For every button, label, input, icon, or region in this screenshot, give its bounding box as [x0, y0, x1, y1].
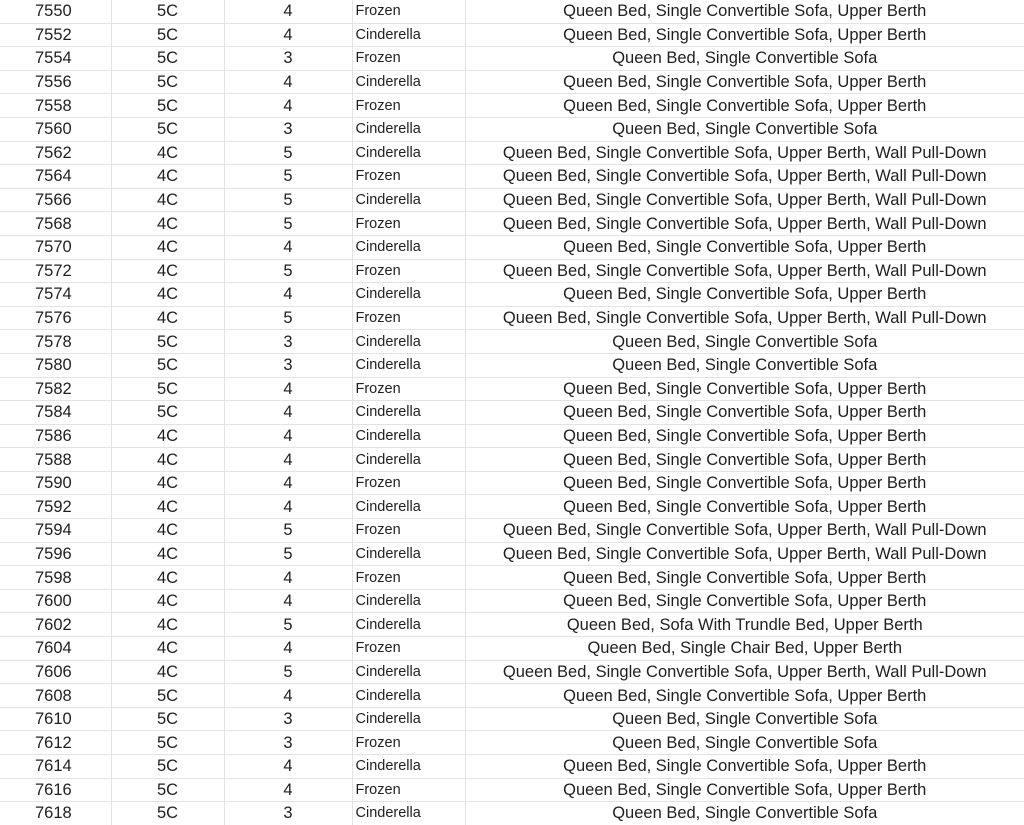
occupancy-cell[interactable]: 4: [224, 755, 352, 779]
category-cell[interactable]: 4C: [111, 660, 224, 684]
bed-config-cell[interactable]: Queen Bed, Single Chair Bed, Upper Berth: [465, 637, 1024, 661]
occupancy-cell[interactable]: 5: [224, 259, 352, 283]
occupancy-cell[interactable]: 3: [224, 802, 352, 825]
room-number-cell[interactable]: 7568: [0, 212, 111, 236]
bed-config-cell[interactable]: Queen Bed, Single Convertible Sofa, Upper Berth: [465, 589, 1024, 613]
room-number-cell[interactable]: 7610: [0, 707, 111, 731]
category-cell[interactable]: 4C: [111, 165, 224, 189]
bed-config-cell[interactable]: Queen Bed, Single Convertible Sofa, Upper Berth: [465, 0, 1024, 23]
room-number-cell[interactable]: 7598: [0, 566, 111, 590]
category-cell[interactable]: 5C: [111, 70, 224, 94]
table-row: [0, 141, 1024, 165]
table-row: [0, 448, 1024, 472]
bed-config-cell[interactable]: Queen Bed, Single Convertible Sofa, Upper Berth: [465, 94, 1024, 118]
table-row: [0, 495, 1024, 519]
category-cell[interactable]: 5C: [111, 0, 224, 23]
theme-cell[interactable]: Frozen: [352, 306, 465, 330]
occupancy-cell[interactable]: 4: [224, 448, 352, 472]
theme-cell[interactable]: Cinderella: [352, 188, 465, 212]
theme-cell[interactable]: Cinderella: [352, 802, 465, 825]
occupancy-cell[interactable]: 4: [224, 684, 352, 708]
table-row: [0, 802, 1024, 825]
bed-config-cell[interactable]: Queen Bed, Single Convertible Sofa: [465, 731, 1024, 755]
bed-config-cell[interactable]: Queen Bed, Single Convertible Sofa, Upper Berth, Wall Pull-Down: [465, 188, 1024, 212]
occupancy-cell[interactable]: 3: [224, 731, 352, 755]
room-number-cell[interactable]: 7584: [0, 401, 111, 425]
category-cell[interactable]: 4C: [111, 212, 224, 236]
occupancy-cell[interactable]: 4: [224, 283, 352, 307]
theme-cell[interactable]: Cinderella: [352, 117, 465, 141]
occupancy-cell[interactable]: 4: [224, 589, 352, 613]
category-cell[interactable]: 4C: [111, 471, 224, 495]
theme-cell[interactable]: Frozen: [352, 165, 465, 189]
category-cell[interactable]: 5C: [111, 117, 224, 141]
bed-config-cell[interactable]: Queen Bed, Single Convertible Sofa: [465, 802, 1024, 825]
occupancy-cell[interactable]: 4: [224, 495, 352, 519]
bed-config-cell[interactable]: Queen Bed, Single Convertible Sofa, Upper Berth: [465, 755, 1024, 779]
bed-config-cell[interactable]: Queen Bed, Single Convertible Sofa: [465, 117, 1024, 141]
category-cell[interactable]: 5C: [111, 707, 224, 731]
room-number-cell[interactable]: 7604: [0, 637, 111, 661]
table-row: [0, 188, 1024, 212]
theme-cell[interactable]: Frozen: [352, 519, 465, 543]
occupancy-cell[interactable]: 4: [224, 0, 352, 23]
occupancy-cell[interactable]: 5: [224, 306, 352, 330]
theme-cell[interactable]: Cinderella: [352, 707, 465, 731]
theme-cell[interactable]: Cinderella: [352, 235, 465, 259]
occupancy-cell[interactable]: 4: [224, 23, 352, 47]
bed-config-cell[interactable]: Queen Bed, Single Convertible Sofa: [465, 707, 1024, 731]
theme-cell[interactable]: Cinderella: [352, 660, 465, 684]
category-cell[interactable]: 4C: [111, 141, 224, 165]
table-row: [0, 519, 1024, 543]
category-cell[interactable]: 4C: [111, 448, 224, 472]
bed-config-cell[interactable]: Queen Bed, Single Convertible Sofa, Upper Berth, Wall Pull-Down: [465, 165, 1024, 189]
occupancy-cell[interactable]: 5: [224, 519, 352, 543]
category-cell[interactable]: 5C: [111, 94, 224, 118]
table-row: [0, 566, 1024, 590]
bed-config-cell[interactable]: Queen Bed, Single Convertible Sofa, Upper Berth: [465, 23, 1024, 47]
room-number-cell[interactable]: 7614: [0, 755, 111, 779]
table-row: [0, 707, 1024, 731]
bed-config-cell[interactable]: Queen Bed, Single Convertible Sofa, Upper Berth, Wall Pull-Down: [465, 542, 1024, 566]
bed-config-cell[interactable]: Queen Bed, Single Convertible Sofa, Upper Berth: [465, 566, 1024, 590]
room-number-cell[interactable]: 7580: [0, 353, 111, 377]
category-cell[interactable]: 5C: [111, 401, 224, 425]
theme-cell[interactable]: Frozen: [352, 778, 465, 802]
table-row: [0, 70, 1024, 94]
room-number-cell[interactable]: 7594: [0, 519, 111, 543]
table-row: [0, 731, 1024, 755]
bed-config-cell[interactable]: Queen Bed, Single Convertible Sofa, Upper Berth: [465, 471, 1024, 495]
occupancy-cell[interactable]: 4: [224, 566, 352, 590]
bed-config-cell[interactable]: Queen Bed, Single Convertible Sofa, Upper Berth, Wall Pull-Down: [465, 519, 1024, 543]
room-number-cell[interactable]: 7590: [0, 471, 111, 495]
occupancy-cell[interactable]: 4: [224, 424, 352, 448]
table-row: [0, 660, 1024, 684]
table-row: [0, 353, 1024, 377]
occupancy-cell[interactable]: 4: [224, 471, 352, 495]
category-cell[interactable]: 4C: [111, 283, 224, 307]
table-row: [0, 94, 1024, 118]
room-number-cell[interactable]: 7572: [0, 259, 111, 283]
table-row: [0, 235, 1024, 259]
category-cell[interactable]: 4C: [111, 613, 224, 637]
room-number-cell[interactable]: 7560: [0, 117, 111, 141]
table-row: [0, 471, 1024, 495]
theme-cell[interactable]: Cinderella: [352, 495, 465, 519]
theme-cell[interactable]: Frozen: [352, 566, 465, 590]
bed-config-cell[interactable]: Queen Bed, Single Convertible Sofa, Upper Berth: [465, 684, 1024, 708]
occupancy-cell[interactable]: 5: [224, 660, 352, 684]
theme-cell[interactable]: Cinderella: [352, 330, 465, 354]
room-number-cell[interactable]: 7616: [0, 778, 111, 802]
occupancy-cell[interactable]: 4: [224, 94, 352, 118]
bed-config-cell[interactable]: Queen Bed, Single Convertible Sofa: [465, 353, 1024, 377]
theme-cell[interactable]: Cinderella: [352, 613, 465, 637]
occupancy-cell[interactable]: 5: [224, 141, 352, 165]
room-number-cell[interactable]: 7550: [0, 0, 111, 23]
category-cell[interactable]: 5C: [111, 778, 224, 802]
table-row: [0, 778, 1024, 802]
theme-cell[interactable]: Frozen: [352, 377, 465, 401]
occupancy-cell[interactable]: 4: [224, 778, 352, 802]
occupancy-cell[interactable]: 3: [224, 117, 352, 141]
occupancy-cell[interactable]: 5: [224, 613, 352, 637]
room-number-cell[interactable]: 7556: [0, 70, 111, 94]
table-row: [0, 117, 1024, 141]
table-row: [0, 637, 1024, 661]
theme-cell[interactable]: Cinderella: [352, 401, 465, 425]
theme-cell[interactable]: Cinderella: [352, 141, 465, 165]
table-row: [0, 684, 1024, 708]
room-number-cell[interactable]: 7554: [0, 47, 111, 71]
table-row: [0, 377, 1024, 401]
bed-config-cell[interactable]: Queen Bed, Single Convertible Sofa, Upper Berth, Wall Pull-Down: [465, 306, 1024, 330]
room-number-cell[interactable]: 7600: [0, 589, 111, 613]
room-number-cell[interactable]: 7574: [0, 283, 111, 307]
table-row: [0, 23, 1024, 47]
category-cell[interactable]: 4C: [111, 637, 224, 661]
category-cell[interactable]: 4C: [111, 519, 224, 543]
room-number-cell[interactable]: 7558: [0, 94, 111, 118]
theme-cell[interactable]: Cinderella: [352, 684, 465, 708]
theme-cell[interactable]: Frozen: [352, 94, 465, 118]
occupancy-cell[interactable]: 5: [224, 542, 352, 566]
category-cell[interactable]: 5C: [111, 377, 224, 401]
occupancy-cell[interactable]: 5: [224, 165, 352, 189]
table-row: [0, 613, 1024, 637]
bed-config-cell[interactable]: Queen Bed, Single Convertible Sofa, Upper Berth, Wall Pull-Down: [465, 259, 1024, 283]
room-number-cell[interactable]: 7582: [0, 377, 111, 401]
room-number-cell[interactable]: 7608: [0, 684, 111, 708]
category-cell[interactable]: 5C: [111, 47, 224, 71]
room-number-cell[interactable]: 7570: [0, 235, 111, 259]
table-row: [0, 424, 1024, 448]
theme-cell[interactable]: Frozen: [352, 0, 465, 23]
room-number-cell[interactable]: 7602: [0, 613, 111, 637]
bed-config-cell[interactable]: Queen Bed, Single Convertible Sofa, Upper Berth: [465, 235, 1024, 259]
category-cell[interactable]: 5C: [111, 353, 224, 377]
category-cell[interactable]: 5C: [111, 23, 224, 47]
theme-cell[interactable]: Cinderella: [352, 448, 465, 472]
table-row: [0, 212, 1024, 236]
table-row: [0, 401, 1024, 425]
occupancy-cell[interactable]: 3: [224, 353, 352, 377]
table-row: [0, 330, 1024, 354]
table-row: [0, 755, 1024, 779]
theme-cell[interactable]: Cinderella: [352, 353, 465, 377]
room-number-cell[interactable]: 7564: [0, 165, 111, 189]
theme-cell[interactable]: Frozen: [352, 47, 465, 71]
category-cell[interactable]: 5C: [111, 755, 224, 779]
table-row: [0, 306, 1024, 330]
category-cell[interactable]: 4C: [111, 424, 224, 448]
category-cell[interactable]: 4C: [111, 542, 224, 566]
occupancy-cell[interactable]: 5: [224, 188, 352, 212]
bed-config-cell[interactable]: Queen Bed, Single Convertible Sofa, Upper Berth: [465, 401, 1024, 425]
theme-cell[interactable]: Frozen: [352, 471, 465, 495]
bed-config-cell[interactable]: Queen Bed, Single Convertible Sofa, Upper Berth, Wall Pull-Down: [465, 141, 1024, 165]
bed-config-cell[interactable]: Queen Bed, Single Convertible Sofa, Upper Berth: [465, 70, 1024, 94]
occupancy-cell[interactable]: 3: [224, 707, 352, 731]
occupancy-cell[interactable]: 4: [224, 377, 352, 401]
occupancy-cell[interactable]: 3: [224, 330, 352, 354]
category-cell[interactable]: 5C: [111, 330, 224, 354]
category-cell[interactable]: 4C: [111, 259, 224, 283]
table-row: [0, 542, 1024, 566]
table-row: [0, 283, 1024, 307]
theme-cell[interactable]: Cinderella: [352, 23, 465, 47]
category-cell[interactable]: 4C: [111, 235, 224, 259]
room-number-cell[interactable]: 7552: [0, 23, 111, 47]
room-number-cell[interactable]: 7596: [0, 542, 111, 566]
category-cell[interactable]: 4C: [111, 589, 224, 613]
category-cell[interactable]: 4C: [111, 306, 224, 330]
category-cell[interactable]: 5C: [111, 684, 224, 708]
theme-cell[interactable]: Frozen: [352, 637, 465, 661]
room-number-cell[interactable]: 7578: [0, 330, 111, 354]
bed-config-cell[interactable]: Queen Bed, Single Convertible Sofa, Upper Berth: [465, 424, 1024, 448]
room-number-cell[interactable]: 7592: [0, 495, 111, 519]
theme-cell[interactable]: Cinderella: [352, 755, 465, 779]
category-cell[interactable]: 5C: [111, 731, 224, 755]
room-number-cell[interactable]: 7562: [0, 141, 111, 165]
category-cell[interactable]: 4C: [111, 566, 224, 590]
table-row: [0, 47, 1024, 71]
category-cell[interactable]: 4C: [111, 188, 224, 212]
bed-config-cell[interactable]: Queen Bed, Single Convertible Sofa, Upper Berth, Wall Pull-Down: [465, 212, 1024, 236]
occupancy-cell[interactable]: 4: [224, 235, 352, 259]
occupancy-cell[interactable]: 4: [224, 70, 352, 94]
occupancy-cell[interactable]: 5: [224, 212, 352, 236]
occupancy-cell[interactable]: 4: [224, 637, 352, 661]
theme-cell[interactable]: Cinderella: [352, 424, 465, 448]
bed-config-cell[interactable]: Queen Bed, Single Convertible Sofa, Upper Berth: [465, 448, 1024, 472]
table-row: [0, 589, 1024, 613]
theme-cell[interactable]: Frozen: [352, 259, 465, 283]
bed-config-cell[interactable]: Queen Bed, Sofa With Trundle Bed, Upper Berth: [465, 613, 1024, 637]
room-number-cell[interactable]: 7612: [0, 731, 111, 755]
room-number-cell[interactable]: 7576: [0, 306, 111, 330]
room-number-cell[interactable]: 7606: [0, 660, 111, 684]
theme-cell[interactable]: Cinderella: [352, 542, 465, 566]
bed-config-cell[interactable]: Queen Bed, Single Convertible Sofa: [465, 330, 1024, 354]
theme-cell[interactable]: Cinderella: [352, 70, 465, 94]
room-number-cell[interactable]: 7588: [0, 448, 111, 472]
bed-config-cell[interactable]: Queen Bed, Single Convertible Sofa, Upper Berth: [465, 377, 1024, 401]
theme-cell[interactable]: Cinderella: [352, 283, 465, 307]
occupancy-cell[interactable]: 3: [224, 47, 352, 71]
room-number-cell[interactable]: 7586: [0, 424, 111, 448]
room-number-cell[interactable]: 7618: [0, 802, 111, 825]
theme-cell[interactable]: Cinderella: [352, 589, 465, 613]
category-cell[interactable]: 5C: [111, 802, 224, 825]
theme-cell[interactable]: Frozen: [352, 731, 465, 755]
table-row: [0, 259, 1024, 283]
bed-config-cell[interactable]: Queen Bed, Single Convertible Sofa, Upper Berth: [465, 778, 1024, 802]
table-row: [0, 165, 1024, 189]
bed-config-cell[interactable]: Queen Bed, Single Convertible Sofa, Upper Berth: [465, 495, 1024, 519]
occupancy-cell[interactable]: 4: [224, 401, 352, 425]
table-row: [0, 0, 1024, 23]
room-number-cell[interactable]: 7566: [0, 188, 111, 212]
bed-config-cell[interactable]: Queen Bed, Single Convertible Sofa, Upper Berth: [465, 283, 1024, 307]
category-cell[interactable]: 4C: [111, 495, 224, 519]
bed-config-cell[interactable]: Queen Bed, Single Convertible Sofa, Upper Berth, Wall Pull-Down: [465, 660, 1024, 684]
theme-cell[interactable]: Frozen: [352, 212, 465, 236]
bed-config-cell[interactable]: Queen Bed, Single Convertible Sofa: [465, 47, 1024, 71]
